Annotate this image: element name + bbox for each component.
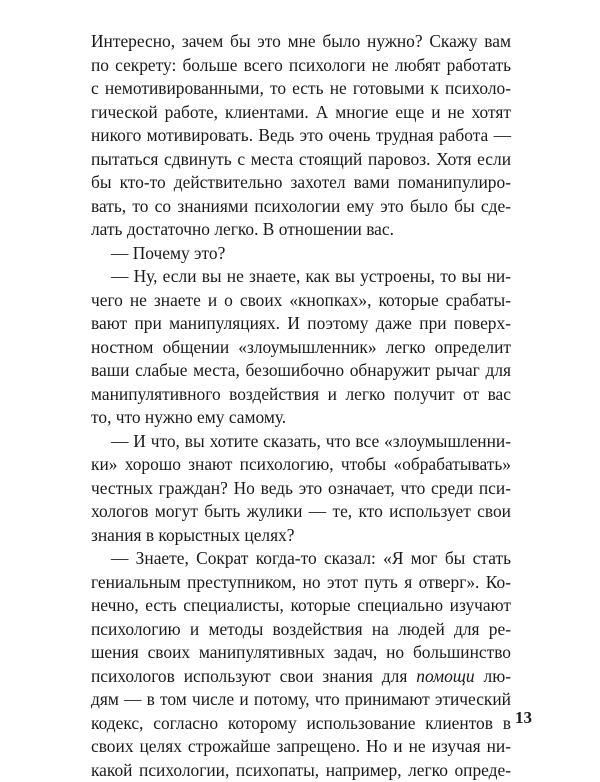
text-line: вают при манипуляциях. И поэтому даже при поверх- xyxy=(91,312,511,336)
text-line: — Знаете, Сократ когда-то сказал: «Я мог бы стать xyxy=(91,547,511,571)
text-line: ки» хорошо знают психологию, чтобы «обрабатывать» xyxy=(91,453,511,477)
text-line: бы кто-то действительно захотел вами поманипулиро- xyxy=(91,171,511,195)
text-line: нечно, есть специалисты, которые специально изучают xyxy=(91,594,511,618)
text-page xyxy=(91,30,511,782)
text-line: кодекс, согласно которому использование клиентов в xyxy=(91,712,511,736)
text-line xyxy=(91,665,511,689)
text-line: хологов могут быть жулики — те, кто использует свои xyxy=(91,500,511,524)
text-segment: лю- xyxy=(475,666,511,686)
text-line: шения своих манипулятивных задач, но большинство xyxy=(91,641,511,665)
text-line: — Почему это? xyxy=(91,242,511,266)
text-line: манипулятивного воздействия и легко получит от вас xyxy=(91,383,511,407)
page-number: 13 xyxy=(515,708,532,728)
text-segment: психологов используют свои знания для xyxy=(91,666,416,686)
text-line: своих целях строжайше запрещено. Но и не изучая ни- xyxy=(91,735,511,759)
text-line: то, что нужно ему самому. xyxy=(91,406,511,430)
text-line: с немотивированными, то есть не готовыми к психоло- xyxy=(91,77,511,101)
text-line: гениальным преступником, но этот путь я отверг». Ко- xyxy=(91,571,511,595)
text-line: — И что, вы хотите сказать, что все «злоумышленни- xyxy=(91,430,511,454)
italic-word: помощи xyxy=(416,666,474,686)
text-line: ностном общении «злоумышленник» легко определит xyxy=(91,336,511,360)
text-line: ваши слабые места, безошибочно обнаружит рычаг для xyxy=(91,359,511,383)
text-line: знания в корыстных целях? xyxy=(91,524,511,548)
text-line: чего не знаете и о своих «кнопках», которые срабаты- xyxy=(91,289,511,313)
text-line: дям — в том числе и потому, что принимают этический xyxy=(91,688,511,712)
text-line: вать, то со знаниями психологии ему это было бы сде- xyxy=(91,195,511,219)
text-line: по секрету: больше всего психологи не любят работать xyxy=(91,54,511,78)
text-line: пытаться сдвинуть с места стоящий паровоз. Хотя если xyxy=(91,148,511,172)
text-line: Интересно, зачем бы это мне было нужно? Скажу вам xyxy=(91,30,511,54)
text-line: психологию и методы воздействия на людей для ре- xyxy=(91,618,511,642)
text-line: гической работе, клиентами. А многие еще и не хотят xyxy=(91,101,511,125)
text-line: лать достаточно легко. В отношении вас. xyxy=(91,218,511,242)
text-line: никого мотивировать. Ведь это очень трудная работа — xyxy=(91,124,511,148)
text-line: — Ну, если вы не знаете, как вы устроены, то вы ни- xyxy=(91,265,511,289)
text-line: какой психологии, психопаты, например, легко опреде- xyxy=(91,759,511,782)
text-line: честных граждан? Но ведь это означает, что среди пси- xyxy=(91,477,511,501)
